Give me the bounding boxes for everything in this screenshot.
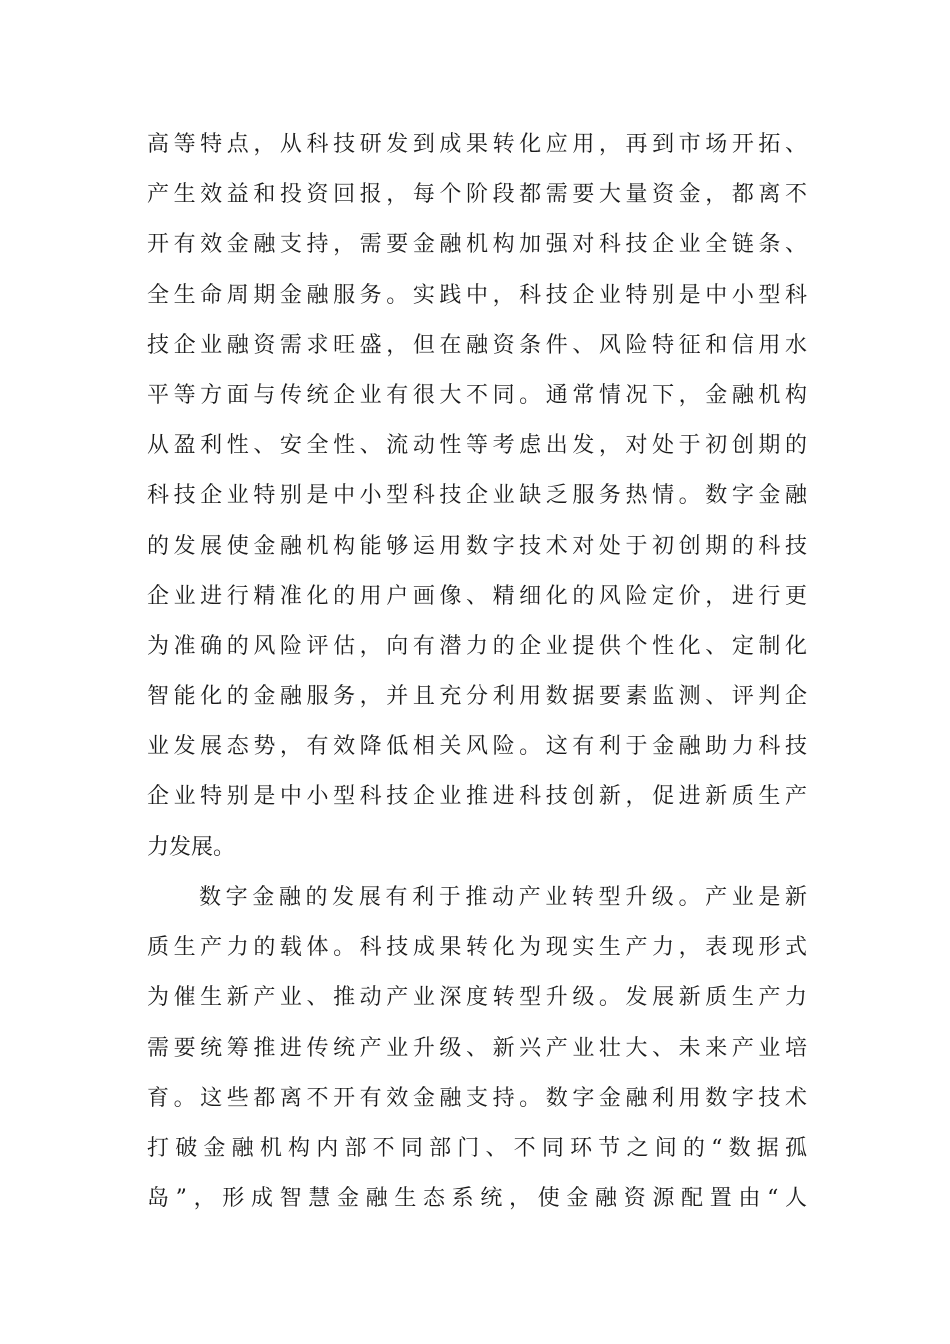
text-line: 为催生新产业、推动产业深度转型升级。发展新质生产力 (147, 985, 807, 1011)
text-line: 全生命周期金融服务。实践中，科技企业特别是中小型科 (147, 282, 807, 308)
text-line: 的发展使金融机构能够运用数字技术对处于初创期的科技 (147, 533, 807, 559)
text-line: 企业进行精准化的用户画像、精细化的风险定价，进行更 (147, 583, 807, 609)
text-line: 高等特点，从科技研发到成果转化应用，再到市场开拓、 (147, 132, 807, 157)
text-line: 业发展态势，有效降低相关风险。这有利于金融助力科技 (147, 734, 807, 760)
text-line: 产生效益和投资回报，每个阶段都需要大量资金，都离不 (147, 182, 807, 208)
text-line: 智能化的金融服务，并且充分利用数据要素监测、评判企 (147, 684, 807, 710)
text-line: 质生产力的载体。科技成果转化为现实生产力，表现形式 (147, 935, 807, 961)
text-line: 力发展。 (147, 834, 236, 860)
text-line: 为准确的风险评估，向有潜力的企业提供个性化、定制化 (147, 633, 807, 659)
text-line: 打破金融机构内部不同部门、不同环节之间的“数据孤 (147, 1135, 807, 1161)
text-line: 从盈利性、安全性、流动性等考虑出发，对处于初创期的 (147, 433, 807, 459)
text-line: 科技企业特别是中小型科技企业缺乏服务热情。数字金融 (147, 483, 807, 509)
text-line: 需要统筹推进传统产业升级、新兴产业壮大、未来产业培 (147, 1035, 807, 1061)
text-line: 平等方面与传统企业有很大不同。通常情况下，金融机构 (147, 382, 807, 408)
text-line: 岛”，形成智慧金融生态系统，使金融资源配置由“人 (147, 1186, 807, 1212)
paragraph-1 (147, 120, 807, 873)
text-line: 育。这些都离不开有效金融支持。数字金融利用数字技术 (147, 1085, 807, 1111)
text-line: 开有效金融支持，需要金融机构加强对科技企业全链条、 (147, 232, 807, 258)
text-line: 技企业融资需求旺盛，但在融资条件、风险特征和信用水 (147, 332, 807, 358)
paragraph-2 (147, 873, 807, 1224)
text-line: 数字金融的发展有利于推动产业转型升级。产业是新 (199, 885, 807, 910)
text-line: 企业特别是中小型科技企业推进科技创新，促进新质生产 (147, 784, 807, 810)
